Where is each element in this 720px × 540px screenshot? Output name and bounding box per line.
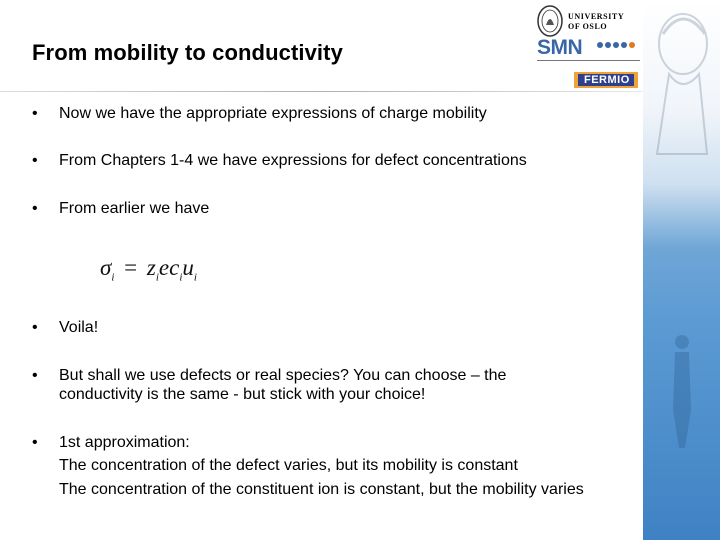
bullet-text-approx-line-2: The concentration of the defect varies, but its mobility is constant (59, 457, 518, 474)
university-line-1: UNIVERSITY (568, 12, 625, 21)
formula-term-u: u (182, 255, 194, 280)
bullet-text-approx-line-1: 1st approximation: (59, 434, 190, 451)
statue-head-icon (649, 4, 715, 194)
bullet-text-defects-line-2: conductivity is the same - but stick with your choice! (59, 386, 426, 403)
bullet-text-earlier: From earlier we have (59, 200, 210, 217)
logo-group (533, 5, 643, 95)
conductivity-formula (100, 255, 197, 284)
bullet-marker: • (32, 367, 38, 384)
formula-equals: = (124, 255, 138, 280)
university-seal-icon (537, 5, 563, 37)
slide-title: From mobility to conductivity (32, 40, 343, 65)
bullet-marker: • (32, 319, 38, 336)
university-line-2: OF OSLO (568, 22, 608, 31)
formula-term-ec-sub: i (179, 271, 183, 284)
bullet-text-chapters: From Chapters 1-4 we have expressions for defect concentrations (59, 152, 527, 169)
smn-dots-icon (597, 42, 635, 48)
statue-figure-icon (667, 330, 697, 450)
formula-term-ec: ec (158, 255, 180, 280)
bullet-marker: • (32, 105, 38, 122)
bullet-text-mobility: Now we have the appropriate expressions of charge mobility (59, 105, 487, 122)
smn-logo: SMN (537, 36, 583, 59)
smn-underline (537, 60, 640, 64)
bullet-marker: • (32, 200, 38, 217)
decorative-side-band (643, 0, 720, 540)
bullet-text-defects-line-1: But shall we use defects or real species? You can choose – the (59, 367, 507, 384)
formula-sigma-sub: i (111, 271, 115, 284)
bullet-text-approx-line-3: The concentration of the constituent ion is constant, but the mobility varies (59, 481, 584, 498)
formula-sigma: σ (100, 255, 112, 280)
fermio-logo-text: FERMIO (584, 74, 630, 86)
bullet-marker: • (32, 152, 38, 169)
bullet-marker: • (32, 434, 38, 451)
formula-term-z-sub: i (155, 271, 159, 284)
fermio-logo (574, 72, 638, 88)
university-logo-text (568, 12, 624, 32)
bullet-text-voila: Voila! (59, 319, 99, 336)
formula-term-u-sub: i (193, 271, 197, 284)
formula-term-z: z (146, 255, 156, 280)
